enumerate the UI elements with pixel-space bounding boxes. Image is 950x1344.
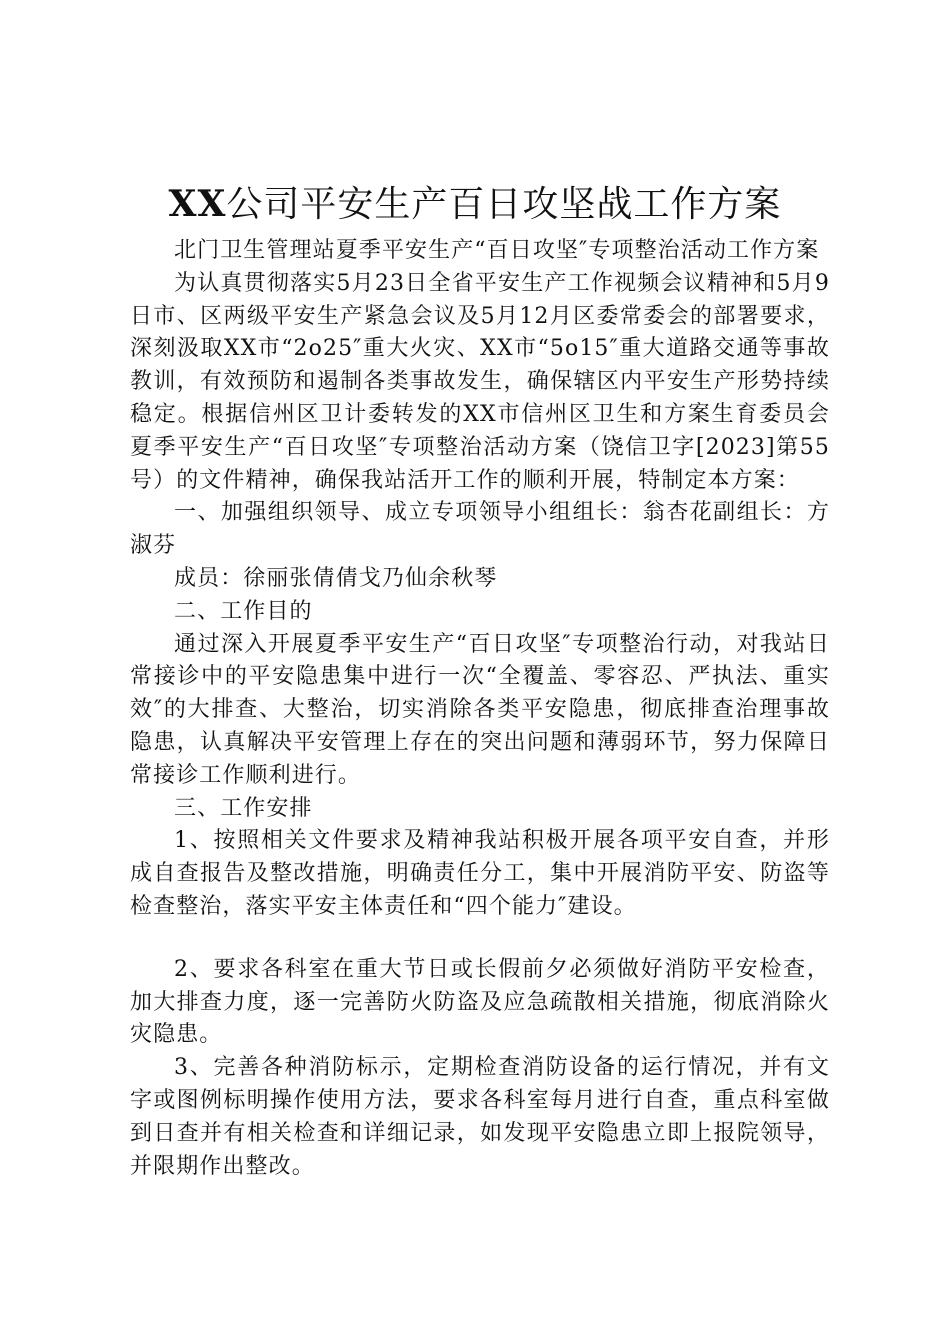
heading-section-3: 三、工作安排: [174, 795, 313, 821]
paragraph-intro: 为认真贯彻落实5月23日全省平安生产工作视频会议精神和5月9日市、区两级平安生产紧急会议及5月12月区委常委会的部署要求，深刻汲取XX市“2o25″重大火灾、XX市“5o15″重大道路交通等事故教训，有效预防和遏制各类事故发生，确保辖区内平安生产形势持续稳定。根据信州区卫计委转发的XX市信州区卫生和方案生育委员会夏季平安生产“百日攻坚″专项整治活动方案（饶信卫字[2023]第55号）的文件精神，确保我站活开工作的顺利开展，特制定本方案：: [130, 270, 830, 493]
document-body: [130, 235, 830, 1183]
paragraph-item-3: 3、完善各种消防标示，定期检查消防设备的运行情况，并有文字或图例标明操作使用方法，要求各科室每月进行自查，重点科室做到日查并有相关检查和详细记录，如发现平安隐患立即上报院领导，并限期作出整改。: [130, 1055, 830, 1179]
paragraph-item-2: 2、要求各科室在重大节日或长假前夕必须做好消防平安检查，加大排查力度，逐一完善防火防盗及应急疏散相关措施，彻底消除火灾隐患。: [130, 956, 830, 1048]
document-title: [0, 176, 950, 233]
paragraph-members: 成员：徐丽张倩倩戈乃仙余秋琴: [174, 565, 498, 591]
paragraph-section-1: 一、加强组织领导、成立专项领导小组组长：翁杏花副组长：方淑芬: [130, 500, 830, 559]
paragraph-item-1: 1、按照相关文件要求及精神我站积极开展各项平安自查，并形成自查报告及整改措施，明确责任分工，集中开展消防平安、防盗等检查整治，落实平安主体责任和“四个能力″建设。: [130, 828, 830, 919]
title-text: 公司平安生产百日攻坚战工作方案: [226, 184, 782, 225]
title-prefix: XX: [168, 183, 227, 225]
subtitle: 北门卫生管理站夏季平安生产“百日攻坚″专项整治活动工作方案: [174, 238, 820, 263]
heading-section-2: 二、工作目的: [174, 598, 313, 624]
paragraph-purpose: 通过深入开展夏季平安生产“百日攻坚″专项整治行动，对我站日常接诊中的平安隐患集中进行一次“全覆盖、零容忍、严执法、重实效″的大排查、大整治，切实消除各类平安隐患，彻底排查治理事故隐患，认真解决平安管理上存在的突出问题和薄弱环节，努力保障日常接诊工作顺利进行。: [130, 631, 830, 788]
